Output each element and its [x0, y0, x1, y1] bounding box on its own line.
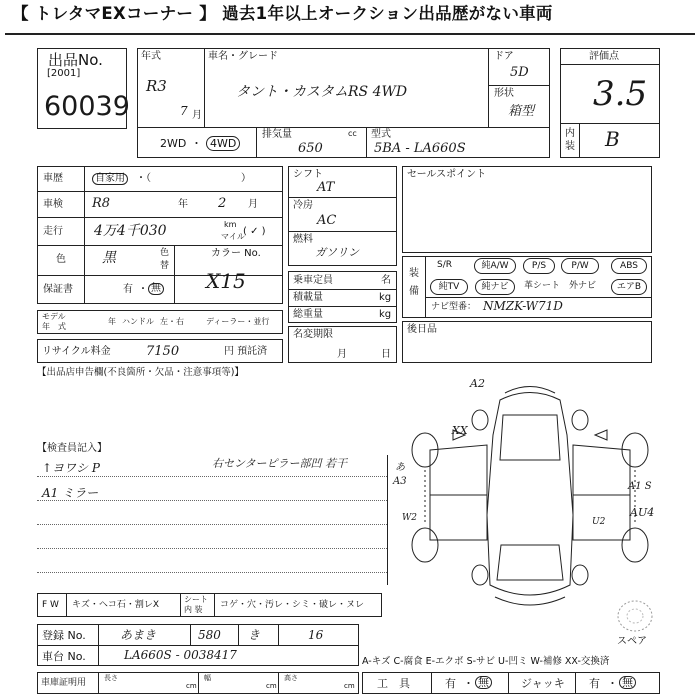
seat-label-2: 内 装 [184, 605, 203, 614]
diagram-mark-right-2: AU4 [630, 506, 655, 519]
diagram-mark-left-1: あ [395, 462, 405, 473]
spec-box [288, 166, 397, 266]
equip-airbag: エアB [611, 279, 647, 295]
divider [256, 127, 257, 157]
diagram-mark-a2: A2 [470, 377, 485, 390]
score-value: 3.5 [593, 74, 648, 114]
cert-height: 高さ [284, 674, 298, 682]
model-label: 型式 [371, 129, 391, 140]
fw-label: F W [42, 600, 59, 610]
cert-cm-2: cm [266, 682, 277, 690]
fw-items: キズ・ヘコ石・割レX [72, 600, 159, 610]
seats-unit: 名 [381, 275, 391, 286]
warranty-dot: ・ [138, 284, 148, 295]
history-own-use: 自家用 [92, 173, 128, 185]
fuel-label: 燃料 [293, 234, 313, 245]
equip-awheel: 純A/W [474, 258, 516, 274]
history-own-rest: ・（ ） [136, 173, 251, 184]
jack-yes: 有 [589, 677, 600, 690]
warranty-yes: 有 [123, 284, 133, 295]
registration-place: あまき [120, 628, 157, 642]
spare-tire-icon [615, 598, 655, 634]
meigi-day: 日 [381, 349, 391, 360]
color-sub2: 替 [160, 261, 170, 271]
displacement-cc: cc [348, 129, 357, 138]
displacement-label: 排気量 [262, 129, 292, 140]
lot-number: 60039 [44, 91, 130, 122]
model-year-year: 年 [108, 317, 116, 326]
header-divider [5, 33, 695, 35]
model-year-label-2: 年 式 [42, 322, 66, 331]
recycle-unit: 円 預託済 [224, 346, 268, 357]
diagram-mark-xx: XX [452, 424, 468, 437]
name-label: 車名・グレード [208, 51, 278, 62]
weight-unit: kg [379, 309, 392, 320]
cert-width: 幅 [204, 674, 211, 682]
seat-label-1: シート [184, 595, 208, 604]
score-label: 評価点 [589, 51, 619, 62]
equipment-box [402, 256, 652, 318]
tools-row [362, 672, 660, 694]
drive-4wd: 4WD [206, 136, 240, 151]
model-value: 5BA - LA660S [374, 141, 466, 156]
equip-pw: P/W [561, 258, 599, 274]
cert-cm-1: cm [186, 682, 197, 690]
inspection-year: 年 [178, 199, 188, 210]
inspector-label: 【検査員記入】 [37, 443, 107, 454]
equip-external-navi: 外ナビ [569, 281, 597, 291]
color-value: 黒 [102, 250, 116, 266]
recycle-row [37, 339, 283, 363]
recycle-value: 7150 [146, 344, 180, 359]
drive-sep: ・ [191, 137, 202, 150]
fw-row [37, 593, 382, 617]
damage-legend: A-キズ C-腐食 E-エクボ S-サビ U-凹ミ W-補修 XX-交換済 [362, 656, 610, 667]
registration-kana: き [248, 628, 261, 642]
equipment-label-2: 備 [409, 286, 419, 297]
car-damage-diagram [395, 375, 665, 615]
divider [488, 49, 489, 127]
sales-point-label: セールスポイント [407, 169, 487, 180]
weight-label: 総重量 [293, 309, 323, 320]
registration-number: 16 [308, 628, 324, 642]
navi-model-value: NMZK-W71D [483, 299, 563, 313]
diagram-mark-right-1: A1 S [628, 481, 652, 492]
lot-year-tag: [2001] [47, 68, 81, 79]
divider [204, 49, 205, 127]
inspection-month: 月 [248, 199, 258, 210]
shift-label: シフト [293, 169, 323, 180]
later-items-label: 後日品 [407, 324, 437, 335]
divider [366, 127, 367, 157]
garage-cert-row [37, 672, 359, 694]
interior-label-2: 装 [565, 141, 575, 152]
declaration-label: 【出品店申告欄(不良箇所・欠品・注意事項等)】 [37, 367, 244, 378]
registration-row [37, 624, 359, 666]
tools-dot: ・ [463, 677, 474, 690]
inspector-note-3: 右センターピラー部凹 若干 [212, 457, 348, 470]
divider [138, 127, 549, 128]
recycle-label: リサイクル料金 [42, 346, 111, 357]
registration-class: 580 [198, 628, 221, 642]
color-no-label: カラー No. [211, 248, 261, 259]
mileage-paren: ( ✓ ) [243, 226, 266, 237]
divider [561, 64, 659, 65]
drive-2wd: 2WD [160, 137, 187, 150]
tools-label: 工 具 [377, 677, 410, 690]
mileage-value: 4万4千030 [94, 223, 167, 239]
load-label: 積載量 [293, 292, 323, 303]
shift-value: AT [317, 180, 335, 195]
equip-abs: ABS [611, 258, 647, 274]
warranty-no: 無 [148, 283, 164, 295]
mileage-mile: マイル [221, 232, 245, 241]
tools-yes: 有 [445, 677, 456, 690]
lot-number-box [37, 48, 130, 129]
diagram-mark-left-3: W2 [402, 513, 417, 523]
handle-options: 左・右 [160, 317, 184, 326]
jack-dot: ・ [607, 677, 618, 690]
cert-label: 車庫証明用 [41, 678, 87, 688]
warranty-label: 保証書 [43, 284, 73, 295]
door-value: 5D [510, 65, 529, 80]
inspection-label: 車検 [43, 199, 63, 210]
navi-model-label: ナビ型番： [431, 302, 477, 312]
header-title: 【 トレタマEXコーナー 】 過去1年以上オークション出品歴がない車両 [12, 4, 553, 23]
equip-leather: 革シート [524, 281, 561, 291]
spare-label: スペア [617, 636, 647, 647]
divider [488, 85, 549, 86]
dealer-option: ディーラー・並行 [206, 317, 270, 326]
equip-sr: S/R [437, 260, 452, 270]
equip-ps: P/S [523, 258, 555, 274]
color-no-value: X15 [206, 269, 246, 293]
mileage-km: km [224, 220, 237, 229]
vehicle-info-box [137, 48, 550, 158]
name-value: タント・カスタムRS 4WD [236, 84, 408, 100]
equip-tv: 純TV [430, 279, 468, 295]
history-table [37, 166, 283, 304]
fuel-value: ガソリン [315, 246, 359, 259]
chassis-value: LA660S - 0038417 [124, 648, 237, 662]
seat-items: コゲ・穴・汚レ・シミ・破レ・ヌレ [220, 600, 365, 610]
cert-cm-3: cm [344, 682, 355, 690]
score-box [560, 48, 660, 158]
cert-long: 長さ [104, 674, 118, 682]
seats-label: 乗車定員 [293, 275, 333, 286]
meigi-label: 名変期限 [293, 329, 333, 340]
mileage-label: 走行 [43, 226, 63, 237]
later-items-box [402, 321, 652, 363]
inspection-month-value: 2 [218, 196, 227, 211]
equip-navi: 純ナビ [475, 279, 515, 295]
ac-label: 冷房 [293, 200, 313, 211]
month-value: 7 [180, 104, 188, 118]
divider [579, 123, 580, 157]
ac-value: AC [317, 213, 337, 228]
capacity-box [288, 271, 397, 323]
shape-label: 形状 [494, 88, 514, 99]
diagram-mark-left-2: A3 [393, 476, 407, 487]
equipment-label-1: 装 [409, 268, 419, 279]
inspector-note-2: A1 ミラー [42, 486, 99, 500]
diagram-mark-u2: U2 [592, 517, 606, 527]
jack-no: 無 [619, 676, 636, 689]
sales-point-box [402, 166, 652, 253]
model-year-row [37, 310, 283, 334]
inspection-value: R8 [92, 196, 111, 211]
divider [561, 123, 659, 124]
model-year-label-1: モデル [42, 312, 66, 321]
color-label: 色 [56, 254, 66, 265]
color-sub1: 色 [160, 248, 170, 258]
interior-label-1: 内 [565, 128, 575, 139]
tools-no: 無 [475, 676, 492, 689]
chassis-label: 車台 No. [42, 650, 86, 663]
history-label: 車歴 [43, 173, 63, 184]
displacement-value: 650 [298, 141, 323, 156]
handle-label: ハンドル [122, 317, 154, 326]
shape-value: 箱型 [508, 104, 535, 119]
interior-value: B [605, 127, 620, 151]
meigi-box [288, 326, 397, 363]
jack-label: ジャッキ [521, 677, 565, 690]
lot-label: 出品No. [48, 51, 103, 69]
year-label: 年式 [141, 51, 161, 62]
load-unit: kg [379, 292, 392, 303]
door-label: ドア [494, 51, 514, 62]
inspector-note-1: ↑ヨワシ P [42, 461, 100, 475]
year-value: R3 [146, 77, 167, 95]
meigi-month: 月 [337, 349, 347, 360]
registration-label: 登録 No. [42, 629, 86, 642]
month-unit: 月 [192, 110, 202, 121]
